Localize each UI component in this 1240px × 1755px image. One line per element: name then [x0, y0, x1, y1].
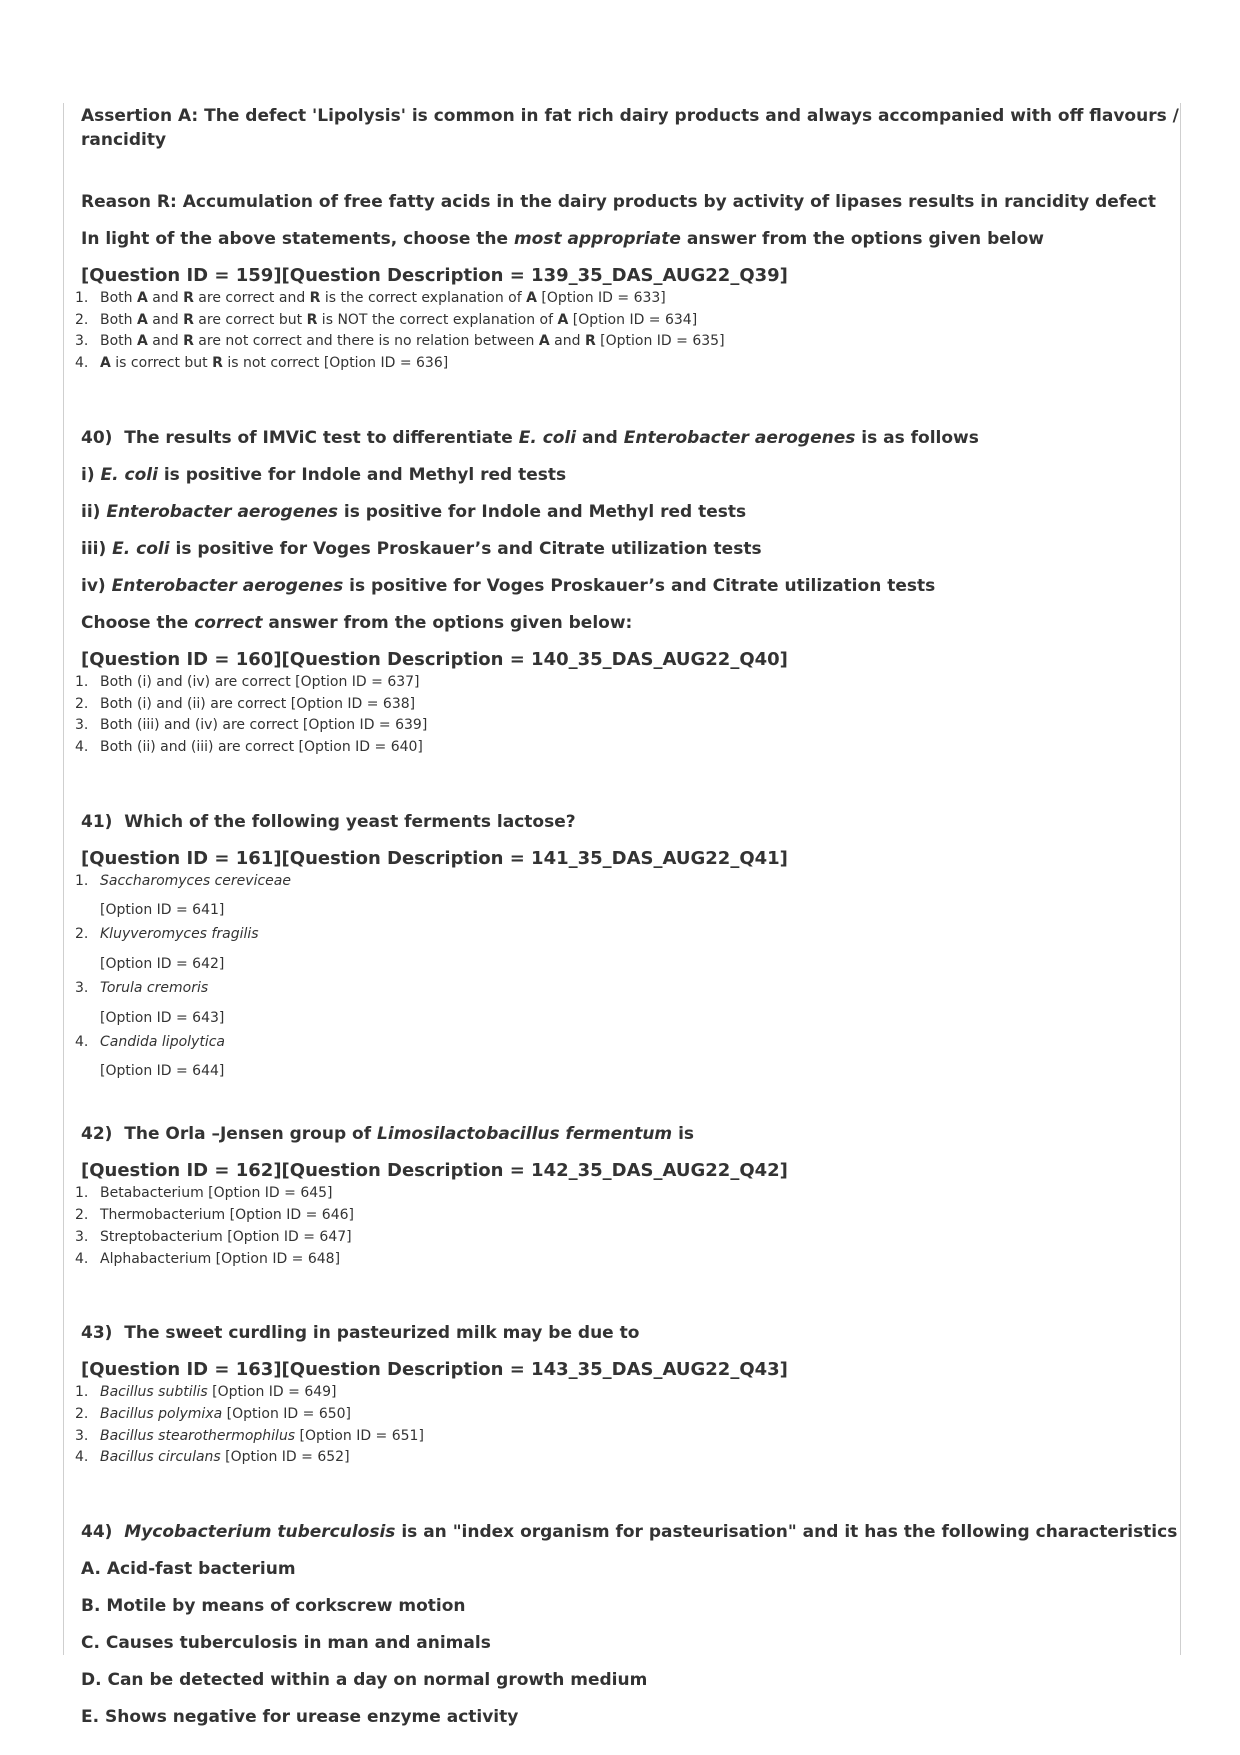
option-number: 4.	[75, 738, 89, 755]
option-item	[63, 1205, 1180, 1227]
option-text: Alphabacterium [Option ID = 648]	[100, 1250, 341, 1267]
option-list	[63, 672, 1180, 759]
question-title: 42) The Orla –Jensen group of Limosilactobacillus fermentum is	[81, 1124, 695, 1145]
option-text: Both (i) and (iv) are correct [Option ID = 637]	[100, 673, 420, 690]
option-text: is NOT the correct explanation of	[317, 311, 558, 328]
option-number: 3.	[75, 717, 89, 734]
organism-name: Bacillus stearothermophilus	[100, 1427, 296, 1444]
question-meta: [Question ID = 162][Question Description = 142_35_DAS_AUG22_Q42]	[81, 1160, 788, 1182]
option-item	[63, 1249, 1180, 1271]
question-43	[63, 1321, 1180, 1469]
option-item	[63, 871, 1180, 922]
option-number: 2.	[75, 1405, 89, 1422]
option-text: is correct but	[110, 355, 213, 372]
option-text: Streptobacterium [Option ID = 647]	[100, 1228, 352, 1245]
option-item	[63, 924, 1180, 975]
option-text: Thermobacterium [Option ID = 646]	[100, 1207, 354, 1224]
question-paper	[63, 104, 1180, 1742]
organism-name: Bacillus polymixa	[100, 1405, 223, 1422]
option-id: [Option ID = 642]	[100, 956, 225, 973]
option-item	[63, 353, 1180, 375]
statement: iii) E. coli is positive for Voges Proskauer’s and Citrate utilization tests	[81, 538, 762, 559]
statement-letter: A	[136, 290, 148, 306]
characteristic-statement: B. Motile by means of corkscrew motion	[81, 1596, 466, 1617]
statement: iv) Enterobacter aerogenes is positive for Voges Proskauer’s and Citrate utilization tests	[81, 575, 936, 596]
question-40	[63, 426, 1180, 759]
option-list	[63, 871, 1180, 1083]
option-text: [Option ID = 634]	[568, 311, 698, 328]
option-item	[63, 1404, 1180, 1426]
option-text: Both	[100, 311, 137, 328]
option-id: [Option ID = 649]	[207, 1384, 337, 1401]
reason-text: Reason R: Accumulation of free fatty acids in the dairy products by activity of lipases results in rancidity defect	[81, 192, 1156, 212]
option-number: 4.	[75, 355, 89, 372]
option-text: and	[147, 290, 184, 306]
option-number: 4.	[75, 1250, 89, 1267]
right-border-rule	[1180, 103, 1181, 1655]
option-text: Both (iii) and (iv) are correct [Option ID = 639]	[100, 717, 428, 734]
option-id: [Option ID = 650]	[222, 1405, 351, 1422]
option-text: are correct and	[193, 290, 310, 306]
statement-letter: R	[183, 290, 194, 306]
statement-letter: R	[183, 311, 194, 328]
organism-name: Kluyveromyces fragilis	[100, 926, 259, 943]
option-item	[63, 1227, 1180, 1249]
option-text: [Option ID = 633]	[536, 290, 666, 306]
option-number: 3.	[75, 333, 89, 350]
option-text: and	[147, 311, 184, 328]
option-item	[63, 310, 1180, 332]
option-item	[63, 978, 1180, 1029]
option-item	[63, 1382, 1180, 1404]
question-meta: [Question ID = 160][Question Description = 140_35_DAS_AUG22_Q40]	[81, 648, 788, 670]
option-number: 4.	[75, 1449, 89, 1466]
organism-name: Bacillus subtilis	[100, 1384, 208, 1401]
statement-letter: R	[309, 290, 321, 306]
option-text: are correct but	[193, 311, 307, 328]
option-number: 4.	[75, 1033, 89, 1050]
question-44	[63, 1520, 1180, 1729]
option-item	[63, 1447, 1180, 1469]
option-id: [Option ID = 644]	[100, 1063, 225, 1080]
organism-name: Saccharomyces cereviceae	[100, 872, 291, 889]
option-number: 2.	[75, 1207, 89, 1224]
option-text: Both (ii) and (iii) are correct [Option ID = 640]	[100, 738, 423, 755]
option-text: and	[147, 333, 184, 350]
option-number: 1.	[75, 290, 89, 306]
option-text: are not correct and there is no relation between	[193, 333, 539, 350]
option-number: 3.	[75, 1427, 89, 1444]
characteristic-statement: C. Causes tuberculosis in man and animals	[81, 1633, 491, 1654]
option-text: Both	[100, 290, 137, 306]
option-text: and	[549, 333, 585, 350]
option-item	[63, 288, 1180, 310]
question-meta: [Question ID = 163][Question Description = 143_35_DAS_AUG22_Q43]	[81, 1359, 788, 1381]
option-list	[63, 288, 1180, 375]
organism-name: Torula cremoris	[100, 980, 209, 997]
option-number: 1.	[75, 1384, 89, 1401]
assertion-text: Assertion A: The defect 'Lipolysis' is common in fat rich dairy products and always accompanied with off flavours / rancidity	[81, 106, 1179, 150]
statement: ii) Enterobacter aerogenes is positive for Indole and Methyl red tests	[81, 501, 747, 522]
option-id: [Option ID = 643]	[100, 1009, 225, 1026]
instruction-text: In light of the above statements, choose the most appropriate answer from the options given below	[81, 229, 1044, 249]
instruction-text: Choose the correct answer from the options given below:	[81, 612, 633, 633]
option-number: 2.	[75, 311, 89, 328]
organism-name: Candida lipolytica	[100, 1033, 225, 1050]
question-meta: [Question ID = 161][Question Description = 141_35_DAS_AUG22_Q41]	[81, 847, 788, 869]
option-id: [Option ID = 652]	[220, 1449, 350, 1466]
option-number: 3.	[75, 1228, 89, 1245]
option-text: [Option ID = 635]	[595, 333, 725, 350]
statement-letter: R	[584, 333, 596, 350]
option-number: 2.	[75, 695, 89, 712]
question-title: 44) Mycobacterium tuberculosis is an "index organism for pasteurisation" and it has the following characteristics	[81, 1522, 1178, 1543]
option-item	[63, 1183, 1180, 1205]
option-item	[63, 331, 1180, 353]
statement-letter: R	[183, 333, 194, 350]
option-number: 1.	[75, 1185, 89, 1202]
characteristic-statement: E. Shows negative for urease enzyme activity	[81, 1707, 519, 1728]
option-number: 1.	[75, 673, 89, 690]
option-text: Both (i) and (ii) are correct [Option ID = 638]	[100, 695, 416, 712]
question-41	[63, 810, 1180, 1083]
option-item	[63, 1426, 1180, 1448]
option-id: [Option ID = 651]	[295, 1427, 424, 1444]
option-text: Betabacterium [Option ID = 645]	[100, 1185, 333, 1202]
question-39-block	[63, 104, 1180, 375]
statement-letter: A	[557, 311, 569, 328]
statement-letter: A	[100, 355, 111, 372]
question-title: 40) The results of IMViC test to differentiate E. coli and Enterobacter aerogenes is as follows	[81, 427, 979, 448]
statement-letter: A	[538, 333, 550, 350]
question-meta: [Question ID = 159][Question Description = 139_35_DAS_AUG22_Q39]	[81, 265, 788, 286]
option-text: Both	[100, 333, 137, 350]
option-item	[63, 1032, 1180, 1083]
option-number: 1.	[75, 872, 89, 889]
option-list	[63, 1382, 1180, 1469]
characteristic-statement: A. Acid-fast bacterium	[81, 1559, 296, 1580]
option-list	[63, 1183, 1180, 1270]
option-text: is the correct explanation of	[320, 290, 527, 306]
organism-name: Bacillus circulans	[100, 1449, 221, 1466]
statement-letter: R	[212, 355, 223, 372]
option-text: is not correct [Option ID = 636]	[222, 355, 449, 372]
option-number: 3.	[75, 980, 89, 997]
statement: i) E. coli is positive for Indole and Methyl red tests	[81, 464, 567, 485]
option-item	[63, 715, 1180, 737]
question-title: 41) Which of the following yeast ferments lactose?	[81, 811, 576, 832]
characteristic-statement: D. Can be detected within a day on normal growth medium	[81, 1670, 648, 1691]
option-item	[63, 737, 1180, 759]
statement-letter: R	[306, 311, 318, 328]
question-title: 43) The sweet curdling in pasteurized milk may be due to	[81, 1323, 640, 1344]
statement-letter: A	[136, 311, 148, 328]
option-number: 2.	[75, 926, 89, 943]
statement-letter: A	[136, 333, 148, 350]
option-item	[63, 694, 1180, 716]
emphasis: most appropriate	[513, 229, 681, 249]
statement-letter: A	[526, 290, 537, 306]
option-item	[63, 672, 1180, 694]
option-id: [Option ID = 641]	[100, 902, 225, 919]
question-42	[63, 1122, 1180, 1270]
